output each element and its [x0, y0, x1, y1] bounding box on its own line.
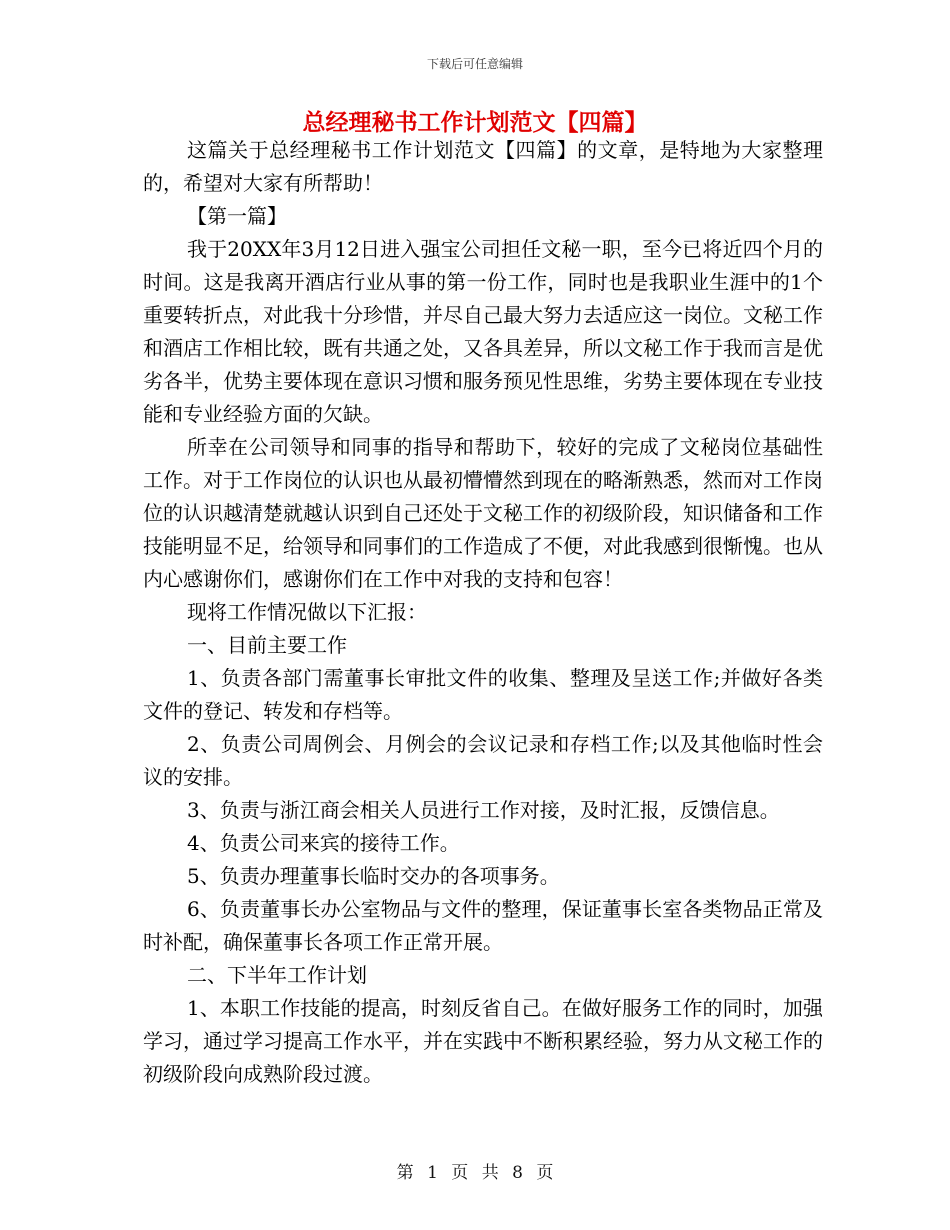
header-note: 下载后可任意编辑	[426, 57, 523, 71]
section-heading: 二、下半年工作计划	[187, 963, 367, 987]
footer-prefix: 第	[396, 1163, 414, 1183]
body-paragraph: 我于20XX年3月12日进入强宝公司担任文秘一职，至今已将近四个月的时间。这是我离开酒店行业从事的第一份工作，同时也是我职业生涯中的1个重要转折点，对此我十分珍惜，并尽自己最大努力去适应这一岗位。文秘工作和酒店工作相比较，既有共通之处，又各具差异，所以文秘工作于我而言是优劣各半，优势主要体现在意识习惯和服务预见性思维，劣势主要体现在专业技能和专业经验方面的欠缺。	[143, 237, 823, 426]
footer-page-unit: 页	[451, 1163, 469, 1183]
list-item: 6、负责董事长办公室物品与文件的整理，保证董事长室各类物品正常及时补配，确保董事长各项工作正常开展。	[143, 897, 823, 954]
document-title: 总经理秘书工作计划范文【四篇】	[302, 109, 648, 136]
list-item: 5、负责办理董事长临时交办的各项事务。	[187, 864, 560, 888]
list-item: 1、负责各部门需董事长审批文件的收集、整理及呈送工作;并做好各类文件的登记、转发和存档等。	[143, 666, 823, 723]
list-item: 1、本职工作技能的提高，时刻反省自己。在做好服务工作的同时，加强学习，通过学习提高工作水平，并在实践中不断积累经验，努力从文秘工作的初级阶段向成熟阶段过渡。	[143, 996, 823, 1086]
body-paragraph: 所幸在公司领导和同事的指导和帮助下，较好的完成了文秘岗位基础性工作。对于工作岗位的认识也从最初懵懵然到现在的略渐熟悉，然而对工作岗位的认识越清楚就越认识到自己还处于文秘工作的初级阶段，知识储备和工作技能明显不足，给领导和同事们的工作造成了不便，对此我感到很惭愧。也从内心感谢你们，感谢你们在工作中对我的支持和包容！	[143, 435, 823, 591]
list-item: 2、负责公司周例会、月例会的会议记录和存档工作;以及其他临时性会议的安排。	[143, 732, 823, 789]
footer-total-prefix: 共	[481, 1163, 499, 1183]
total-pages: 8	[512, 1163, 523, 1183]
list-item: 4、负责公司来宾的接待工作。	[187, 831, 460, 855]
section-heading-part-one: 【第一篇】	[187, 204, 287, 228]
intro-paragraph: 这篇关于总经理秘书工作计划范文【四篇】的文章，是特地为大家整理的，希望对大家有所帮助！	[143, 138, 823, 195]
footer-total-unit: 页	[536, 1163, 554, 1183]
body-paragraph: 现将工作情况做以下汇报：	[187, 600, 427, 624]
section-heading: 一、目前主要工作	[187, 633, 347, 657]
page-footer	[0, 1158, 950, 1183]
list-item: 3、负责与浙江商会相关人员进行工作对接，及时汇报，反馈信息。	[187, 798, 780, 822]
document-body	[143, 134, 823, 1091]
page-number: 1	[427, 1163, 438, 1183]
